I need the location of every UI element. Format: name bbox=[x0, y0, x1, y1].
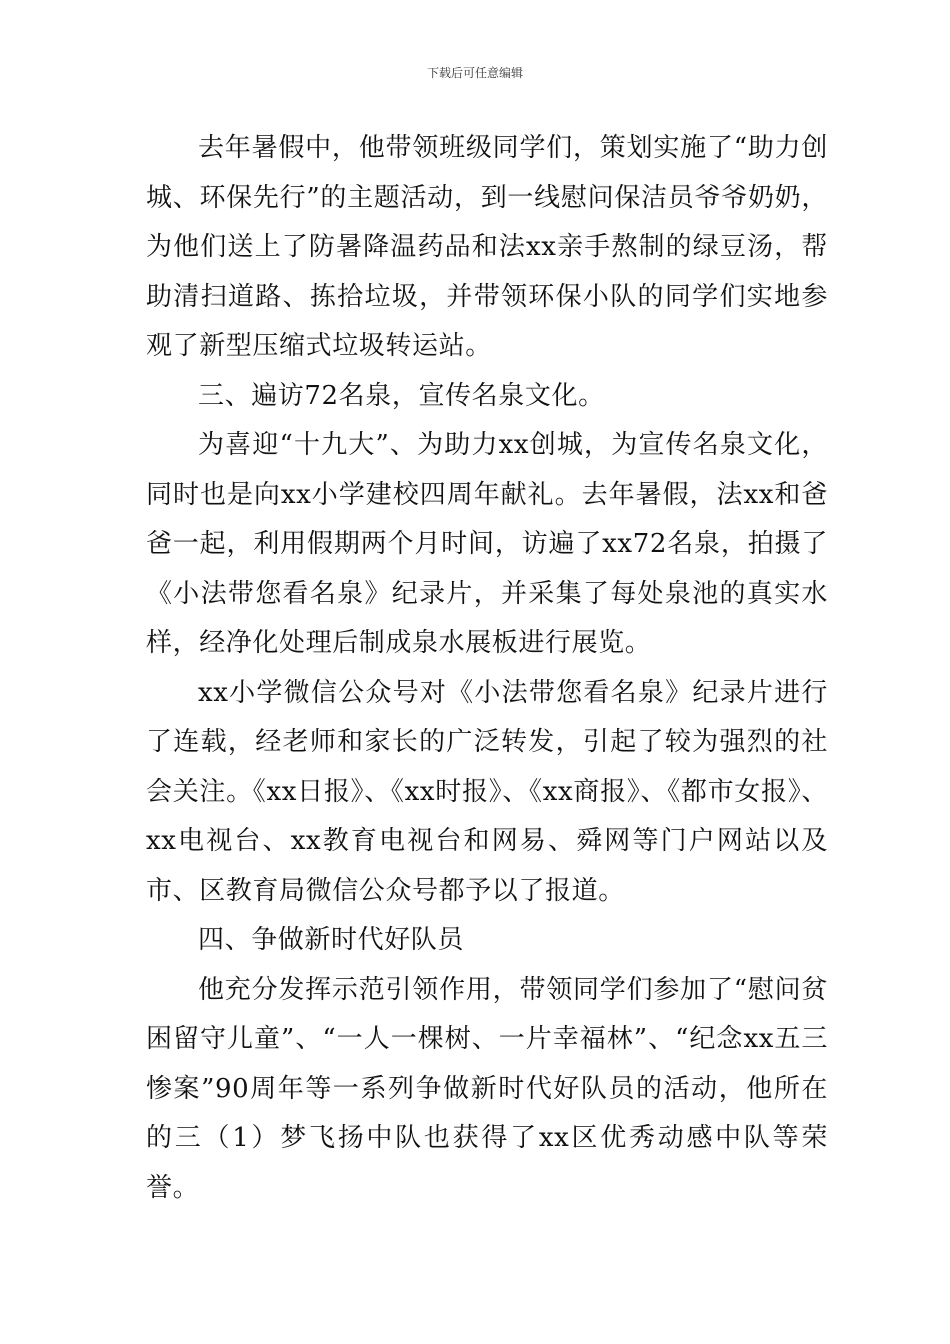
paragraph-media-coverage: xx小学微信公众号对《小法带您看名泉》纪录片进行了连载，经老师和家长的广泛转发，引起了较为强烈的社会关注。《xx日报》、《xx时报》、《xx商报》、《都市女报》、xx电视台、xx教育电视台和网易、舜网等门户网站以及市、区教育局微信公众号都予以了报道。 bbox=[146, 677, 828, 906]
document-body bbox=[146, 124, 828, 1213]
section-heading-three: 三、遍访72名泉，宣传名泉文化。 bbox=[198, 380, 605, 411]
paragraph-good-member: 他充分发挥示范引领作用，带领同学们参加了“慰问贫困留守儿童”、“一人一棵树、一片幸福林”、“纪念xx五三惨案”90周年等一系列争做新时代好队员的活动，他所在的三（1）梦飞扬中队也获得了xx区优秀动感中队等荣誉。 bbox=[146, 974, 828, 1203]
paragraph-summer-activity: 去年暑假中，他带领班级同学们，策划实施了“助力创城、环保先行”的主题活动，到一线慰问保洁员爷爷奶奶，为他们送上了防暑降温药品和法xx亲手熬制的绿豆汤，帮助清扫道路、拣拾垃圾，并带领环保小队的同学们实地参观了新型压缩式垃圾转运站。 bbox=[146, 133, 828, 361]
page-header-note: 下载后可任意编辑 bbox=[426, 66, 523, 80]
section-heading-four: 四、争做新时代好队员 bbox=[198, 925, 465, 955]
paragraph-springs-visit: 为喜迎“十九大”、为助力xx创城，为宣传名泉文化，同时也是向xx小学建校四周年献礼。去年暑假，法xx和爸爸一起，利用假期两个月时间，访遍了xx72名泉，拍摄了《小法带您看名泉》纪录片，并采集了每处泉池的真实水样，经净化处理后制成泉水展板进行展览。 bbox=[146, 430, 828, 658]
